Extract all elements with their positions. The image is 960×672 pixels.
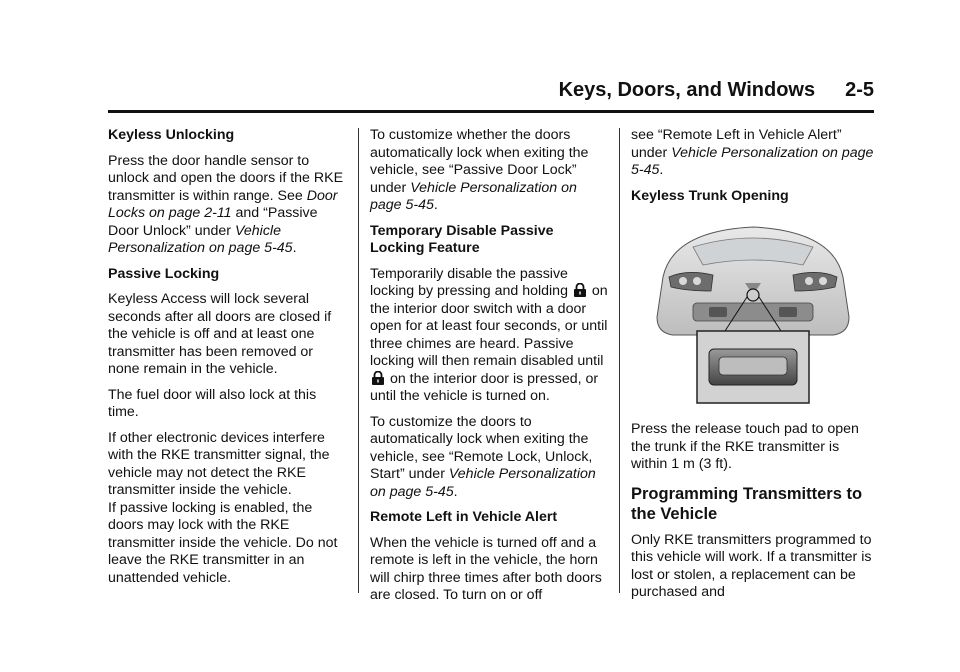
- link-vehicle-personalization[interactable]: Vehicle Personalization on page 5-45: [108, 222, 293, 256]
- text: .: [659, 162, 664, 178]
- paragraph: Press the release touch pad to open the trunk if the RKE transmitter is within 1 m (3 ft).: [631, 421, 859, 472]
- heading-keyless-trunk: Keyless Trunk Opening: [631, 187, 789, 204]
- paragraph: [370, 414, 610, 502]
- paragraph: [370, 127, 610, 215]
- link-vehicle-personalization[interactable]: Vehicle Personalization on page 5-45: [370, 179, 577, 213]
- link-door-locks[interactable]: Door Locks on page 2-11: [108, 187, 338, 221]
- column-2: [370, 127, 610, 613]
- text: and “Passive Door Unlock” under: [108, 205, 318, 239]
- paragraph: [108, 153, 348, 258]
- link-vehicle-personalization[interactable]: Vehicle Personalization on page 5-45: [370, 466, 596, 500]
- heading-programming-transmitters: Programming Transmitters to the Vehicle: [631, 484, 863, 523]
- paragraph: [370, 266, 610, 406]
- heading-keyless-unlocking: Keyless Unlocking: [108, 127, 235, 143]
- heading-remote-left-alert: Remote Left in Vehicle Alert: [370, 509, 558, 525]
- text: .: [292, 240, 297, 256]
- paragraph: Only RKE transmitters programmed to this vehicle will work. If a transmitter is lost or stolen, a replacement can be purchased and: [631, 531, 872, 600]
- column-divider: [619, 128, 620, 593]
- text: Temporarily disable the passive locking by pressing and holding: [370, 265, 572, 299]
- paragraph: [631, 127, 876, 180]
- paragraph: If passive locking is enabled, the doors may lock with the RKE transmitter inside the vehicle. Do not leave the RKE transmitter in an unattended vehicle.: [108, 499, 338, 586]
- paragraph: The fuel door will also lock at this time.: [108, 386, 317, 420]
- text: To customize whether the doors automatically lock when exiting the vehicle, see “Passive Door Lock” under: [370, 127, 589, 196]
- heading-temporary-disable: Temporary Disable Passive Locking Feature: [370, 222, 554, 256]
- text: .: [433, 197, 438, 213]
- lock-icon: [573, 283, 587, 297]
- paragraph: If other electronic devices interfere with the RKE transmitter signal, the vehicle may not detect the RKE transmitter inside the vehicle.: [108, 429, 330, 498]
- text: see “Remote Left in Vehicle Alert” under: [631, 127, 842, 161]
- text: .: [453, 483, 458, 500]
- text: on the interior door is pressed, or until the vehicle is turned on.: [370, 370, 599, 404]
- lock-icon: [371, 371, 385, 385]
- car-rear-trunk-release-illustration: [653, 217, 853, 409]
- text: Press the door handle sensor to unlock and open the doors if the RKE transmitter is within range. See: [108, 152, 344, 204]
- page-number: 2-5: [845, 79, 874, 101]
- header-rule: [108, 110, 874, 113]
- header-title: [0, 76, 874, 104]
- link-vehicle-personalization[interactable]: Vehicle Personalization on page 5-45: [631, 144, 874, 178]
- section-title: Keys, Doors, and Windows: [558, 79, 816, 101]
- column-divider: [358, 128, 359, 593]
- paragraph: When the vehicle is turned off and a remote is left in the vehicle, the horn will chirp three times after both doors are closed. To turn on or off: [370, 534, 602, 603]
- text: To customize the doors to automatically lock when exiting the vehicle, see “Remote Lock, Unlock, Start” under: [370, 413, 593, 482]
- heading-passive-locking: Passive Locking: [108, 265, 220, 282]
- column-3: [631, 127, 876, 610]
- paragraph: Keyless Access will lock several seconds after all doors are closed if the vehicle is off and at least one transmitter has been removed or none remain in the vehicle.: [108, 291, 332, 377]
- text: on the interior door switch with a door open for at least four seconds, or until three chimes are heard. Passive locking will then remain disabled until: [370, 283, 608, 369]
- column-1: [108, 127, 348, 595]
